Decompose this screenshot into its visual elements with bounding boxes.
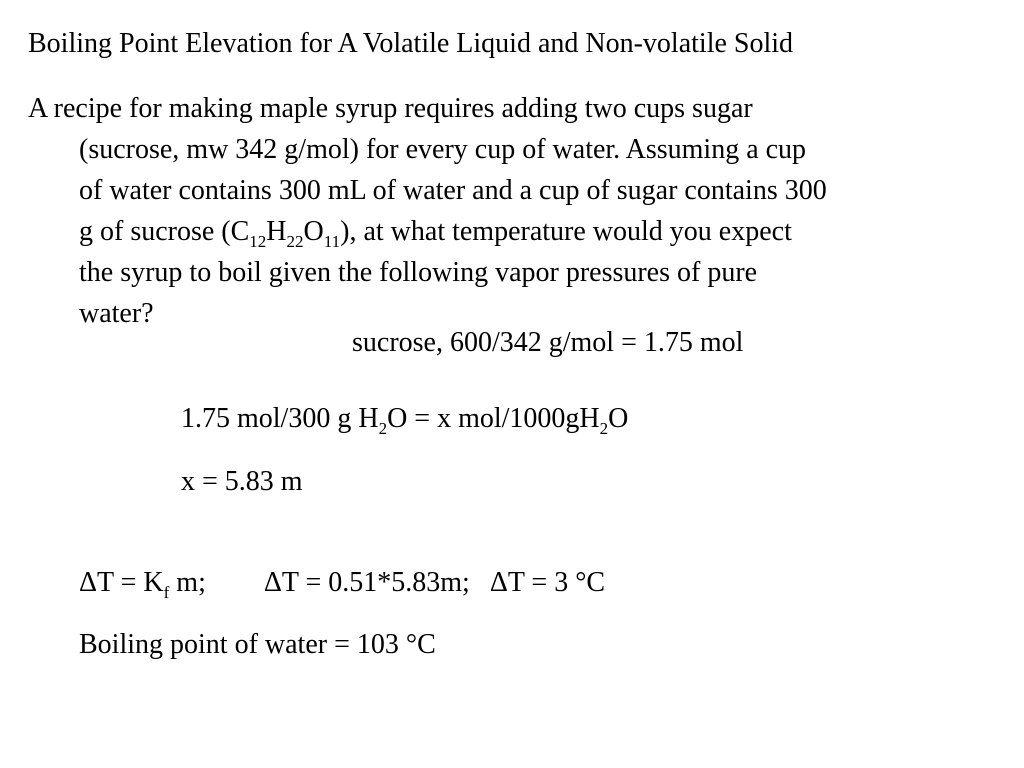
hydrogen-symbol: H (266, 216, 287, 247)
problem-line-1: A recipe for making maple syrup requires adding two cups sugar (28, 93, 753, 124)
delta-t-formula-start: ΔT = K (79, 567, 164, 598)
molality-ratio-equation (181, 401, 628, 437)
oxygen-symbol: O (303, 216, 324, 247)
ratio-middle: O = x mol/1000gH (387, 403, 600, 434)
delta-t-calculation: ΔT = 0.51*5.83m; (263, 567, 470, 598)
problem-line-3: of water contains 300 mL of water and a cup of sugar contains 300 (79, 175, 827, 206)
hydrogen-subscript: 22 (286, 232, 304, 251)
ratio-subscript-1: 2 (378, 419, 388, 438)
delta-t-equations (79, 565, 605, 601)
ratio-right: O (608, 403, 629, 434)
problem-line-4 (28, 211, 1003, 252)
problem-line-5: the syrup to boil given the following vapor pressures of pure (79, 257, 758, 288)
oxygen-subscript: 11 (323, 232, 341, 251)
kf-subscript: f (163, 583, 170, 602)
ratio-subscript-2: 2 (599, 419, 609, 438)
problem-statement (28, 88, 1003, 334)
problem-line-6: water? (79, 298, 154, 329)
sucrose-moles-calculation: sucrose, 600/342 g/mol = 1.75 mol (352, 327, 744, 358)
slide-title: Boiling Point Elevation for A Volatile Liquid and Non-volatile Solid (28, 28, 794, 59)
molality-result: x = 5.83 m (181, 466, 303, 497)
boiling-point-result: Boiling point of water = 103 °C (79, 629, 436, 660)
problem-line-2: (sucrose, mw 342 g/mol) for every cup of water. Assuming a cup (79, 134, 807, 165)
carbon-subscript: 12 (249, 232, 267, 251)
problem-line-4-start: g of sucrose (C (79, 216, 250, 247)
problem-line-4-end: ), at what temperature would you expect (340, 216, 792, 247)
delta-t-formula (79, 567, 206, 602)
ratio-left: 1.75 mol/300 g H (181, 403, 379, 434)
delta-t-result: ΔT = 3 °C (489, 567, 606, 598)
delta-t-formula-end: m; (169, 567, 206, 598)
